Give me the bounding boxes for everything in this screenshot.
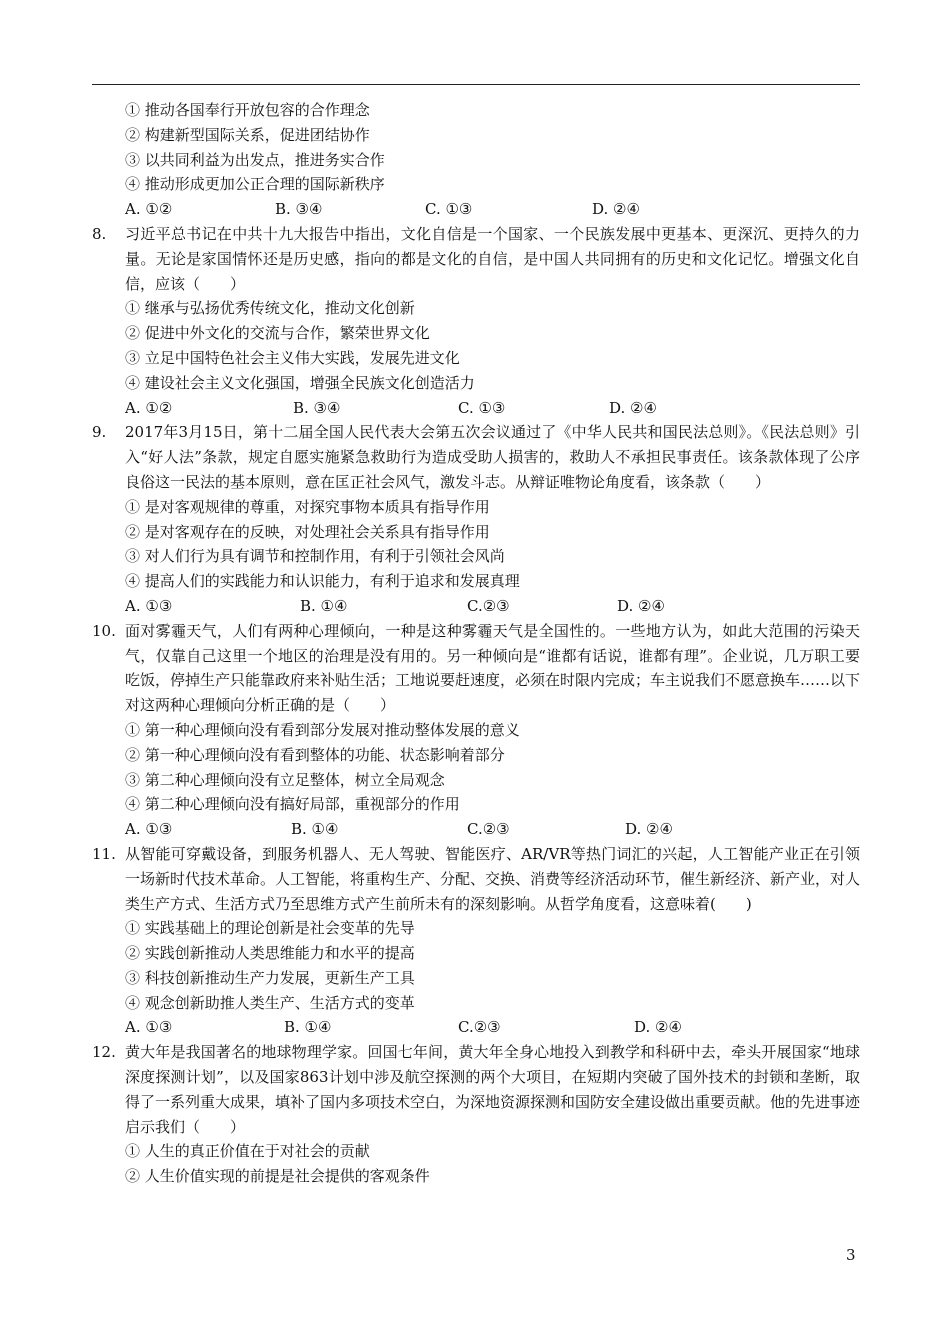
answer-d: D. ②④: [634, 1018, 682, 1037]
header-rule: [92, 84, 860, 85]
option: ② 促进中外文化的交流与合作，繁荣世界文化: [125, 324, 430, 343]
answer-choices: [125, 197, 860, 222]
question-9: [92, 420, 860, 618]
option: ③ 以共同利益为出发点，推进务实合作: [125, 150, 385, 169]
question-stem: 从智能可穿戴设备，到服务机器人、无人驾驶、智能医疗、AR/VR等热门词汇的兴起，人工智能产业正在引领一场新时代技术革命。人工智能，将重构生产、分配、交换、消费等经济活动环节，催生新经济、新产业，对人类生产方式、生活方式乃至思维方式产生前所未有的深刻影响。从哲学角度看，这意味着( ): [125, 844, 861, 913]
question-number: 8.: [92, 224, 107, 243]
option: ③ 对人们行为具有调节和控制作用，有利于引领社会风尚: [125, 547, 505, 566]
answer-b: B. ①④: [300, 596, 348, 615]
question-11: [92, 842, 860, 1040]
answer-c: C.②③: [458, 1018, 501, 1037]
question-10: [92, 619, 860, 842]
option: ④ 提高人们的实践能力和认识能力，有利于追求和发展真理: [125, 572, 520, 591]
answer-d: D. ②④: [609, 398, 657, 417]
option: ② 构建新型国际关系，促进团结协作: [125, 125, 370, 144]
page-content: [92, 98, 860, 1189]
option: ② 人生价值实现的前提是社会提供的客观条件: [125, 1167, 430, 1186]
answer-b: B. ③④: [293, 398, 341, 417]
answer-choices: [125, 396, 860, 421]
question-stem: 黄大年是我国著名的地球物理学家。回国七年间，黄大年全身心地投入到教学和科研中去，牵头开展国家“地球深度探测计划”，以及国家863计划中涉及航空探测的两个大项目，在短期内突破了国外技术的封锁和垄断，取得了一系列重大成果，填补了国内多项技术空白，为深地资源探测和国防安全建设做出重要贡献。他的先进事迹启示我们（ ）: [125, 1043, 861, 1136]
answer-c: C. ①③: [458, 398, 506, 417]
option: ① 实践基础上的理论创新是社会变革的先导: [125, 919, 415, 938]
answer-choices: [125, 817, 860, 842]
question-7-continued: [92, 98, 860, 222]
option: ① 人生的真正价值在于对社会的贡献: [125, 1142, 370, 1161]
option: ③ 第二种心理倾向没有立足整体，树立全局观念: [125, 770, 445, 789]
option: ④ 观念创新助推人类生产、生活方式的变革: [125, 993, 415, 1012]
answer-a: A. ①②: [125, 200, 173, 219]
question-number: 9.: [92, 423, 107, 442]
option: ④ 推动形成更加公正合理的国际新秩序: [125, 175, 385, 194]
answer-b: B. ①④: [284, 1018, 332, 1037]
answer-c: C.②③: [467, 596, 510, 615]
option: ③ 立足中国特色社会主义伟大实践，发展先进文化: [125, 348, 460, 367]
answer-c: C.②③: [467, 820, 510, 839]
answer-b: B. ①④: [291, 820, 339, 839]
question-number: 12.: [92, 1043, 116, 1062]
question-stem: 2017年3月15日，第十二届全国人民代表大会第五次会议通过了《中华人民共和国民法总则》。《民法总则》引入“好人法”条款，规定自愿实施紧急救助行为造成受助人损害的，救助人不承担民事责任。该条款体现了公序良俗这一民法的基本原则，意在匡正社会风气，激发斗志。从辩证唯物论角度看，该条款（ ）: [125, 423, 860, 491]
question-number: 10.: [92, 621, 116, 640]
option: ④ 第二种心理倾向没有搞好局部，重视部分的作用: [125, 795, 460, 814]
answer-c: C. ①③: [425, 200, 473, 219]
option: ② 是对客观存在的反映，对处理社会关系具有指导作用: [125, 522, 490, 541]
option: ④ 建设社会主义文化强国，增强全民族文化创造活力: [125, 373, 475, 392]
option: ② 实践创新推动人类思维能力和水平的提高: [125, 944, 415, 963]
answer-choices: [125, 594, 860, 619]
option: ① 推动各国奉行开放包容的合作理念: [125, 101, 370, 119]
question-stem: 习近平总书记在中共十九大报告中指出，文化自信是一个国家、一个民族发展中更基本、更深沉、更持久的力量。无论是家国情怀还是历史感，指向的都是文化的自信，是中国人共同拥有的历史和文化记忆。增强文化自信，应该（ ）: [125, 224, 860, 293]
option: ② 第一种心理倾向没有看到整体的功能、状态影响着部分: [125, 745, 505, 764]
answer-d: D. ②④: [617, 596, 665, 615]
answer-a: A. ①②: [125, 398, 173, 417]
answer-choices: [125, 1015, 860, 1040]
question-stem: 面对雾霾天气，人们有两种心理倾向，一种是这种雾霾天气是全国性的。一些地方认为，如此大范围的污染天气，仅靠自己这里一个地区的治理是没有用的。另一种倾向是“谁都有话说，谁都有理”。企业说，几万职工要吃饭，停掉生产只能靠政府来补贴生活；工地说要赶速度，必须在时限内完成；车主说我们不愿意换车……以下对这两种心理倾向分析正确的是（ ）: [125, 621, 861, 715]
question-8: [92, 222, 860, 420]
answer-d: D. ②④: [625, 820, 673, 839]
answer-a: A. ①③: [125, 820, 173, 839]
option: ③ 科技创新推动生产力发展，更新生产工具: [125, 968, 415, 987]
question-number: 11.: [92, 844, 116, 863]
page-number: 3: [846, 1246, 856, 1264]
answer-a: A. ①③: [125, 1018, 173, 1037]
option: ① 第一种心理倾向没有看到部分发展对推动整体发展的意义: [125, 720, 520, 739]
answer-b: B. ③④: [275, 200, 323, 219]
option: ① 继承与弘扬优秀传统文化，推动文化创新: [125, 299, 415, 318]
answer-d: D. ②④: [592, 200, 640, 219]
answer-a: A. ①③: [125, 596, 173, 615]
question-12: [92, 1040, 860, 1189]
option: ① 是对客观规律的尊重，对探究事物本质具有指导作用: [125, 497, 490, 516]
